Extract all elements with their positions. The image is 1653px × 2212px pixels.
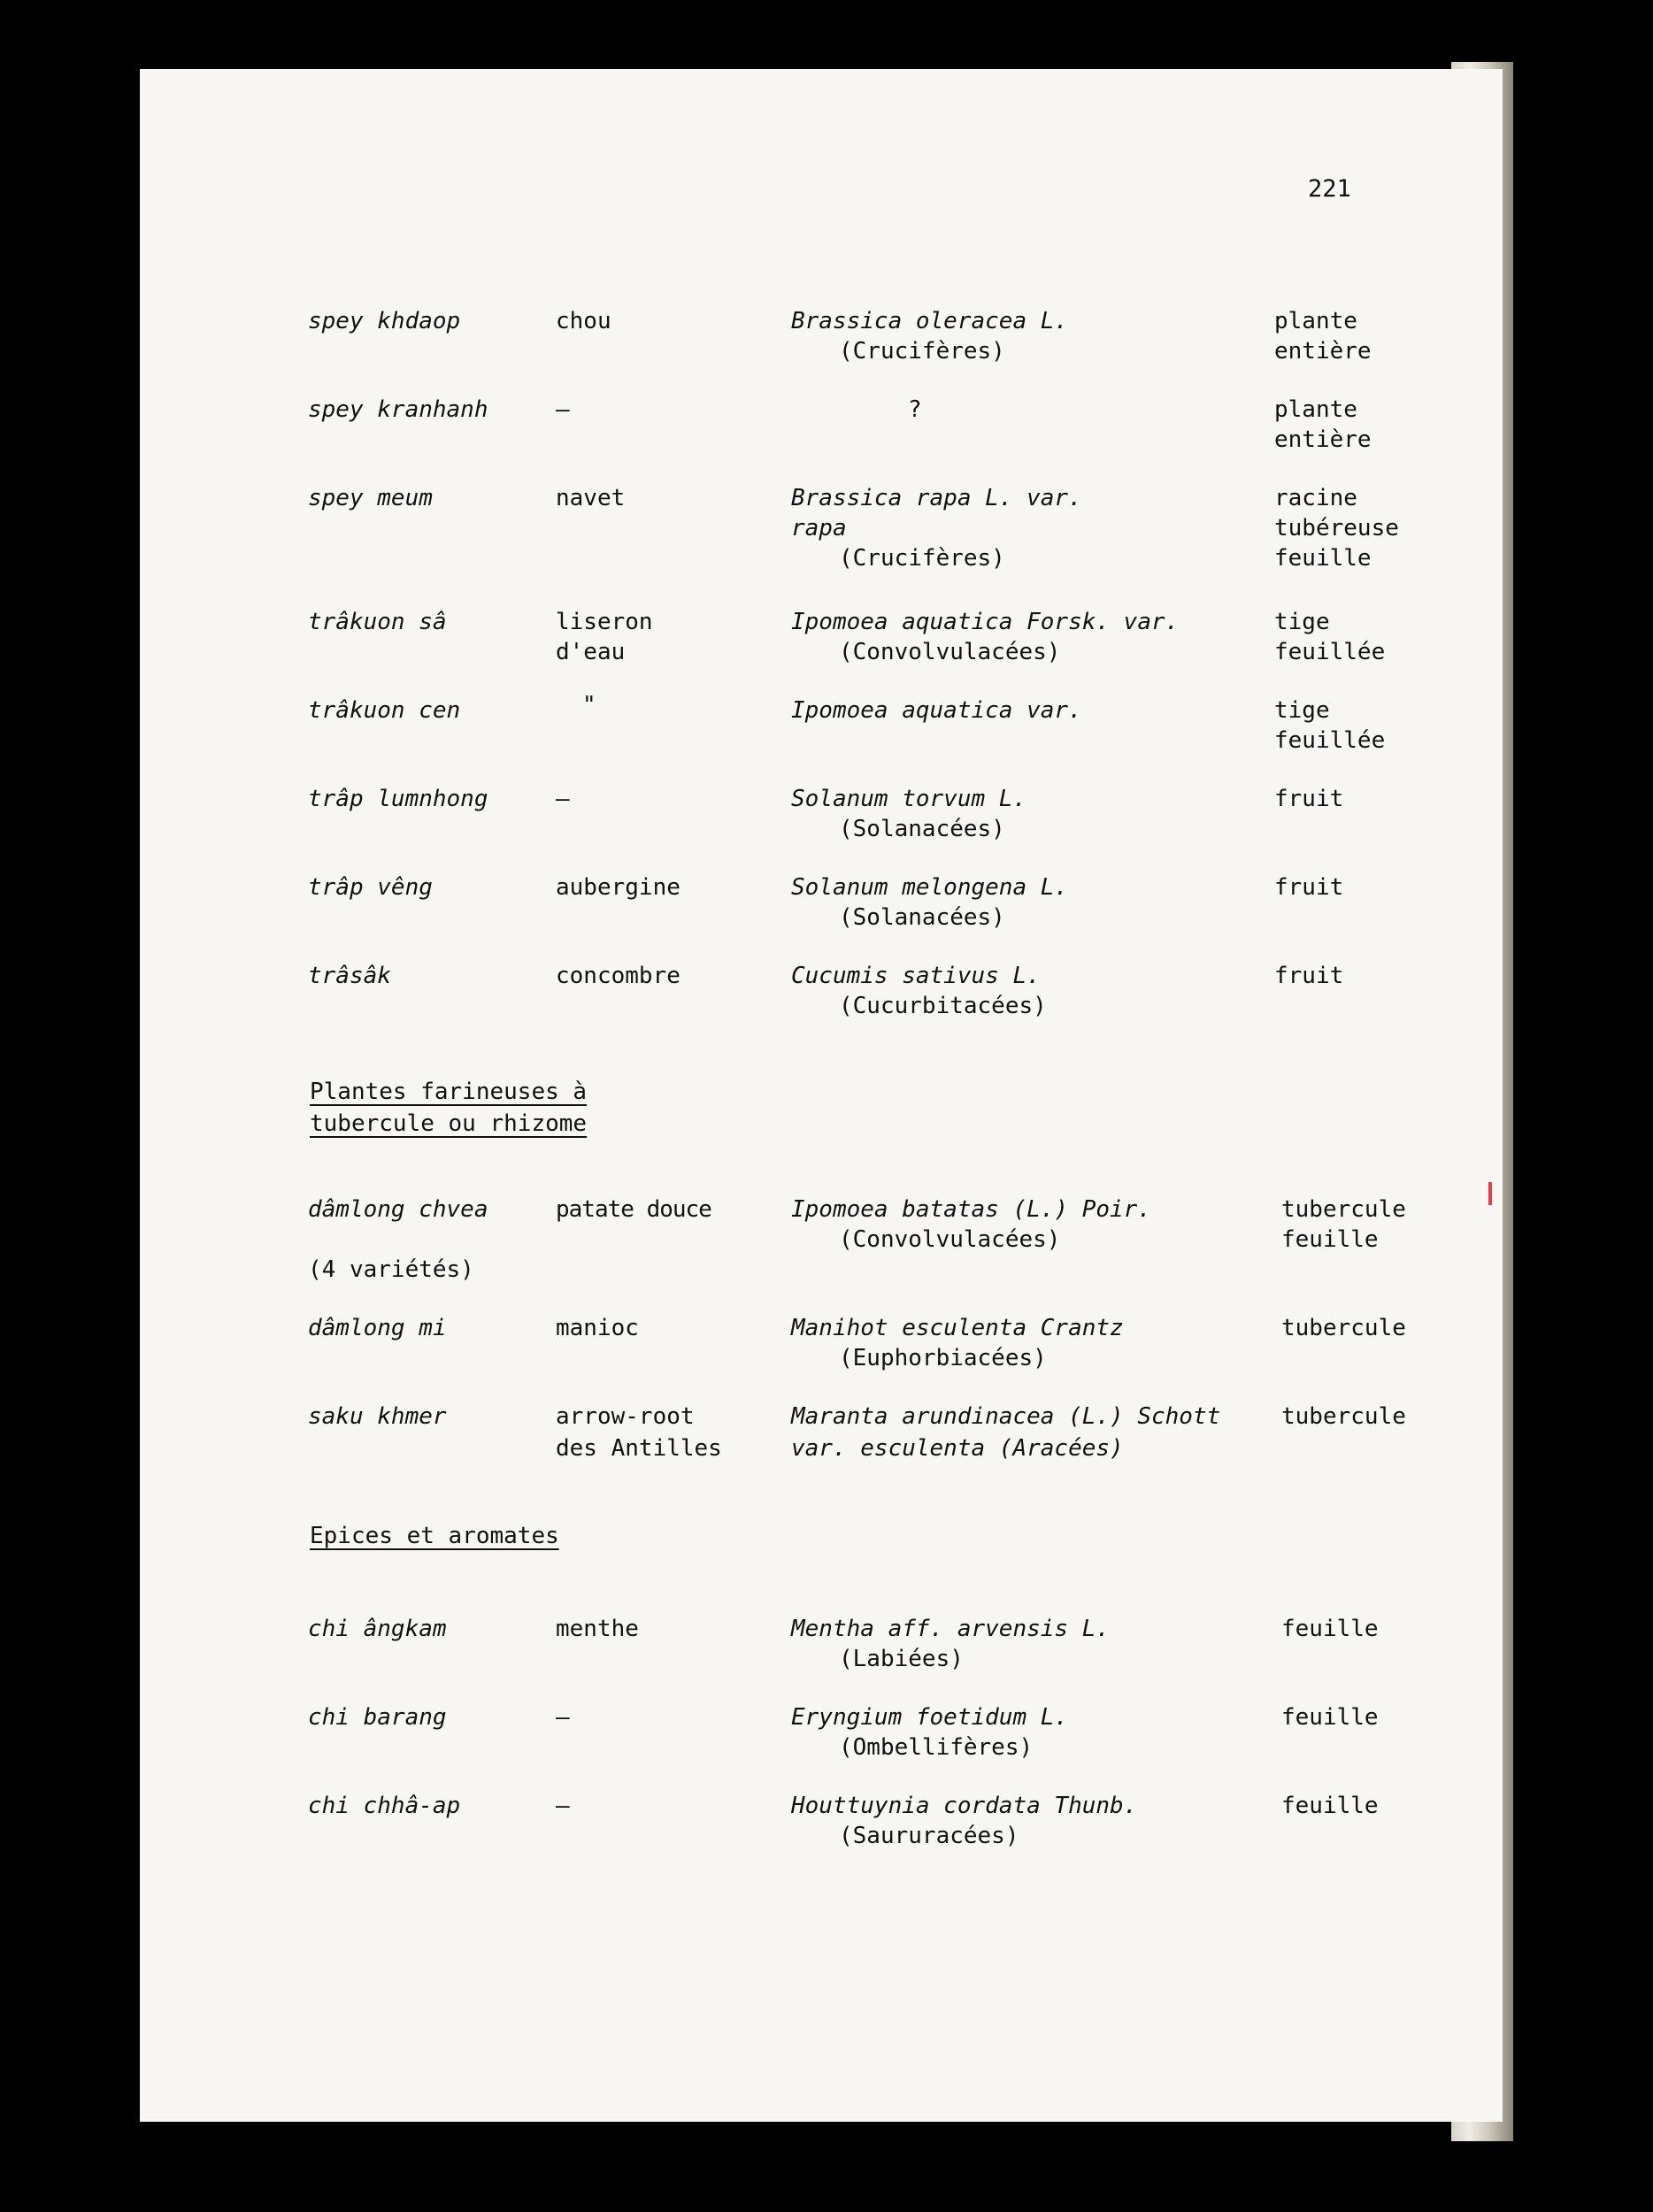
scientific-name: Cucumis sativus L. — [791, 963, 1041, 989]
scientific-name: Houttuynia cordata Thunb. — [791, 1793, 1138, 1819]
khmer-name: dâmlong mi — [308, 1315, 447, 1341]
plant-part: tige — [1274, 609, 1330, 635]
scientific-name-variety: var. esculenta (Aracées) — [791, 1435, 1124, 1462]
document-page — [140, 69, 1503, 2122]
scientific-name: ? — [908, 396, 922, 423]
khmer-name: trâkuon cen — [308, 697, 461, 724]
section-heading — [310, 1520, 559, 1552]
scientific-name: Brassica oleracea L. — [791, 308, 1069, 334]
plant-part: tubercule — [1281, 1403, 1406, 1430]
plant-family: (Ombellifères) — [839, 1734, 1034, 1761]
section-heading-line: Plantes farineuses à — [310, 1079, 588, 1105]
french-name: chou — [556, 308, 611, 334]
khmer-name: spey kranhanh — [308, 396, 488, 423]
plant-part: tige — [1274, 697, 1330, 724]
plant-part: fruit — [1274, 963, 1344, 989]
plant-part: plante — [1274, 308, 1357, 334]
plant-part: feuille — [1274, 545, 1372, 572]
scientific-name: Ipomoea aquatica Forsk. var. — [791, 609, 1180, 635]
section-heading — [310, 1076, 587, 1140]
khmer-name: trâp vêng — [308, 874, 433, 901]
french-name: d'eau — [556, 639, 626, 665]
khmer-name: saku khmer — [308, 1403, 447, 1430]
plant-family: (Convolvulacées) — [839, 1226, 1061, 1253]
plant-family: (Labiées) — [839, 1646, 964, 1672]
french-name: menthe — [556, 1616, 639, 1642]
khmer-name: dâmlong chvea — [308, 1196, 488, 1223]
plant-part: feuille — [1281, 1616, 1379, 1642]
scientific-name: Eryngium foetidum L. — [791, 1704, 1069, 1731]
french-name: navet — [556, 485, 626, 511]
plant-part: entière — [1274, 338, 1372, 365]
plant-family: (Crucifères) — [839, 545, 1005, 572]
plant-part: plante — [1274, 396, 1357, 423]
french-name: concombre — [556, 963, 680, 989]
khmer-name: trâsâk — [308, 963, 391, 989]
french-name: des Antilles — [556, 1435, 722, 1462]
french-name: aubergine — [556, 874, 680, 901]
plant-part: tubéreuse — [1274, 515, 1399, 541]
red-ink-mark — [1488, 1182, 1492, 1205]
french-name: patate douce — [556, 1196, 711, 1223]
french-name: – — [556, 1704, 570, 1731]
khmer-name: spey khdaop — [308, 308, 461, 334]
plant-family: (Saururacées) — [839, 1823, 1019, 1849]
plant-family: (Convolvulacées) — [839, 639, 1061, 665]
plant-family: (Euphorbiacées) — [839, 1345, 1047, 1371]
plant-part: tubercule — [1281, 1196, 1406, 1223]
ditto-mark: " — [582, 692, 596, 718]
scientific-name: Mentha aff. arvensis L. — [791, 1616, 1111, 1642]
plant-part: entière — [1274, 426, 1372, 453]
variety-note: (4 variétés) — [308, 1256, 474, 1283]
plant-part: tubercule — [1281, 1315, 1406, 1341]
scientific-name: Ipomoea batatas (L.) Poir. — [791, 1196, 1151, 1223]
scientific-name: Manihot esculenta Crantz — [791, 1315, 1124, 1341]
plant-part: feuille — [1281, 1226, 1379, 1253]
khmer-name: trâp lumnhong — [308, 786, 488, 812]
french-name: – — [556, 786, 570, 812]
scientific-name: Brassica rapa L. var. — [791, 485, 1082, 511]
scientific-name: Solanum melongena L. — [791, 874, 1069, 901]
french-name: arrow-root — [556, 1403, 695, 1430]
plant-family: (Crucifères) — [839, 338, 1005, 365]
scientific-name: Maranta arundinacea (L.) Schott — [791, 1403, 1221, 1430]
plant-family: (Solanacées) — [839, 816, 1005, 842]
plant-part: feuille — [1281, 1704, 1379, 1731]
french-name: – — [556, 396, 570, 423]
french-name: manioc — [556, 1315, 639, 1341]
plant-part: feuille — [1281, 1793, 1379, 1819]
khmer-name: chi barang — [308, 1704, 447, 1731]
plant-part: feuillée — [1274, 639, 1386, 665]
khmer-name: trâkuon sâ — [308, 609, 447, 635]
plant-family: (Solanacées) — [839, 904, 1005, 931]
plant-family: (Cucurbitacées) — [839, 993, 1047, 1019]
plant-part: fruit — [1274, 786, 1344, 812]
page-number: 221 — [1308, 175, 1351, 203]
french-name: liseron — [556, 609, 653, 635]
khmer-name: chi ângkam — [308, 1616, 447, 1642]
section-heading-line: tubercule ou rhizome — [310, 1110, 588, 1137]
khmer-name: chi chhâ-ap — [308, 1793, 461, 1819]
plant-part: racine — [1274, 485, 1357, 511]
scientific-name: Solanum torvum L. — [791, 786, 1027, 812]
french-name: – — [556, 1793, 570, 1819]
scientific-name-variety: rapa — [791, 515, 847, 541]
section-heading-line: Epices et aromates — [310, 1523, 559, 1549]
plant-part: feuillée — [1274, 727, 1386, 754]
scientific-name: Ipomoea aquatica var. — [791, 697, 1082, 724]
khmer-name: spey meum — [308, 485, 433, 511]
plant-part: fruit — [1274, 874, 1344, 901]
